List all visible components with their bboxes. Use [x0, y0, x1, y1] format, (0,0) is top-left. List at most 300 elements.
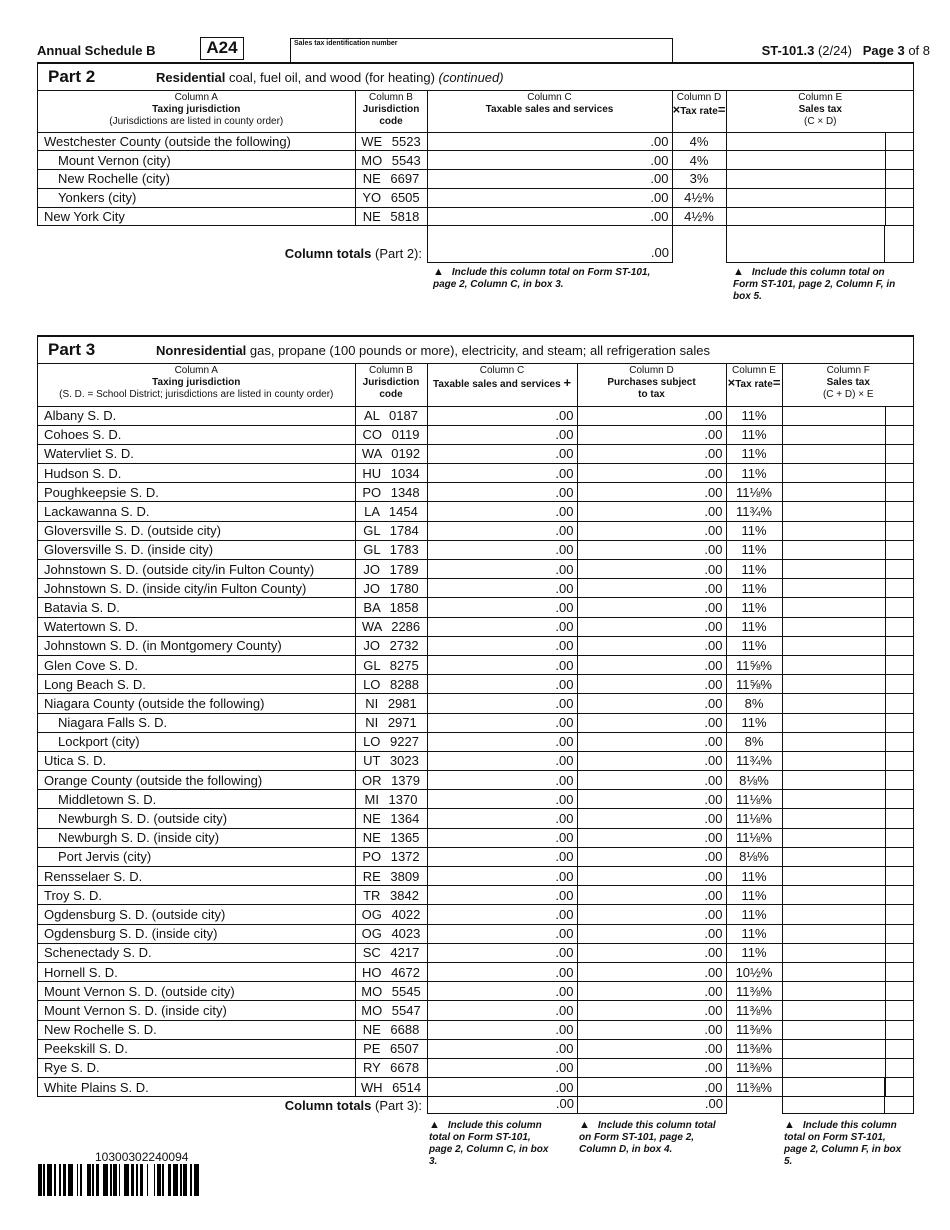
- jurisdiction-code: CO 0119: [355, 425, 427, 444]
- sales-tax-field[interactable]: [782, 406, 914, 425]
- sales-tax-field[interactable]: [782, 1001, 914, 1020]
- tax-rate: 11%: [726, 425, 782, 444]
- table-row: [38, 617, 914, 636]
- jurisdiction-code: NE 1365: [355, 828, 427, 847]
- sales-tax-field[interactable]: [782, 828, 914, 847]
- taxable-sales-field[interactable]: .00: [427, 444, 577, 463]
- taxable-sales-field[interactable]: .00: [427, 151, 672, 170]
- triangle-up-icon: ▲: [733, 266, 744, 278]
- taxable-sales-field[interactable]: .00: [427, 943, 577, 962]
- taxable-sales-field[interactable]: .00: [427, 771, 577, 790]
- jurisdiction-name: Lackawanna S. D.: [38, 502, 355, 521]
- taxable-sales-field[interactable]: .00: [427, 675, 577, 694]
- plus-icon: +: [563, 375, 572, 390]
- taxable-sales-field[interactable]: .00: [427, 1020, 577, 1039]
- p2-col-b-header: Column B Jurisdiction code: [355, 91, 427, 132]
- taxable-sales-field[interactable]: .00: [427, 828, 577, 847]
- tax-rate: 8⅛%: [726, 847, 782, 866]
- tax-rate: 11⅜%: [726, 1039, 782, 1058]
- jurisdiction-code: LO 9227: [355, 732, 427, 751]
- jurisdiction-code: RE 3809: [355, 867, 427, 886]
- table-row: [38, 943, 914, 962]
- jurisdiction-code: AL 0187: [355, 406, 427, 425]
- table-row: [38, 579, 914, 598]
- jurisdiction-name: Long Beach S. D.: [38, 675, 355, 694]
- jurisdiction-name: Lockport (city): [38, 732, 355, 751]
- table-row: [38, 694, 914, 713]
- jurisdiction-name: Glen Cove S. D.: [38, 655, 355, 674]
- purchases-field[interactable]: .00: [577, 579, 726, 598]
- purchases-field[interactable]: .00: [577, 444, 726, 463]
- jurisdiction-code: NE 6688: [355, 1020, 427, 1039]
- sales-tax-field[interactable]: [782, 1058, 914, 1077]
- taxable-sales-field[interactable]: .00: [427, 962, 577, 981]
- sales-tax-field[interactable]: [782, 771, 914, 790]
- purchases-field[interactable]: .00: [577, 713, 726, 732]
- times-icon: ×: [727, 375, 736, 390]
- taxable-sales-field[interactable]: .00: [427, 636, 577, 655]
- jurisdiction-code: SC 4217: [355, 943, 427, 962]
- jurisdiction-code: YO 6505: [355, 188, 427, 207]
- table-row: [38, 483, 914, 502]
- sales-tax-field[interactable]: [782, 905, 914, 924]
- jurisdiction-code: NE 1364: [355, 809, 427, 828]
- taxable-sales-field[interactable]: .00: [427, 540, 577, 559]
- purchases-field[interactable]: .00: [577, 828, 726, 847]
- purchases-field[interactable]: .00: [577, 1039, 726, 1058]
- table-row: [38, 713, 914, 732]
- taxable-sales-field[interactable]: .00: [427, 751, 577, 770]
- sales-tax-field[interactable]: [726, 151, 914, 170]
- sales-tax-field[interactable]: [782, 790, 914, 809]
- table-row: [38, 464, 914, 483]
- purchases-field[interactable]: .00: [577, 771, 726, 790]
- sales-tax-field[interactable]: [782, 675, 914, 694]
- part3-section: [37, 335, 914, 1097]
- part3-table: [38, 364, 914, 1097]
- p2-col-d-header: Column D ×Tax rate=: [672, 91, 726, 132]
- table-row: [38, 521, 914, 540]
- table-row: [38, 828, 914, 847]
- jurisdiction-name: Orange County (outside the following): [38, 771, 355, 790]
- purchases-field[interactable]: .00: [577, 924, 726, 943]
- jurisdiction-name: Watertown S. D.: [38, 617, 355, 636]
- jurisdiction-code: HU 1034: [355, 464, 427, 483]
- triangle-up-icon: ▲: [784, 1119, 795, 1131]
- sales-tax-field[interactable]: [726, 188, 914, 207]
- taxable-sales-field[interactable]: .00: [427, 886, 577, 905]
- sales-tax-field[interactable]: [782, 751, 914, 770]
- sales-tax-field[interactable]: [782, 847, 914, 866]
- tax-rate: 11%: [726, 867, 782, 886]
- jurisdiction-code: NI 2971: [355, 713, 427, 732]
- jurisdiction-code: NI 2981: [355, 694, 427, 713]
- jurisdiction-code: LO 8288: [355, 675, 427, 694]
- tax-rate: 11%: [726, 636, 782, 655]
- sales-tax-field[interactable]: [782, 502, 914, 521]
- purchases-field[interactable]: .00: [577, 1001, 726, 1020]
- jurisdiction-name: Peekskill S. D.: [38, 1039, 355, 1058]
- jurisdiction-name: Newburgh S. D. (inside city): [38, 828, 355, 847]
- table-row: [38, 924, 914, 943]
- purchases-field[interactable]: .00: [577, 636, 726, 655]
- sales-tax-field[interactable]: [782, 425, 914, 444]
- table-row: [38, 598, 914, 617]
- part3-totals-label: Column totals (Part 3):: [284, 1098, 422, 1113]
- table-row: [38, 406, 914, 425]
- jurisdiction-name: New Rochelle (city): [38, 170, 355, 189]
- tax-rate: 11¾%: [726, 502, 782, 521]
- taxable-sales-field[interactable]: .00: [427, 790, 577, 809]
- jurisdiction-name: New Rochelle S. D.: [38, 1020, 355, 1039]
- equals-icon: =: [717, 102, 726, 117]
- sales-tax-field[interactable]: [726, 170, 914, 189]
- tax-rate: 11%: [726, 464, 782, 483]
- sales-tax-field[interactable]: [782, 732, 914, 751]
- purchases-field[interactable]: .00: [577, 598, 726, 617]
- p3-col-f-header: Column F Sales tax (C + D) × E: [782, 364, 914, 406]
- part2-total-c-field[interactable]: .00: [427, 225, 673, 263]
- jurisdiction-code: NE 6697: [355, 170, 427, 189]
- table-row: [38, 540, 914, 559]
- part3-note-d: ▲ Include this column total on Form ST-101, page 2, Column D, in box 4.: [579, 1119, 716, 1155]
- table-row: [38, 867, 914, 886]
- table-row: [38, 188, 914, 207]
- tax-rate: 4½%: [672, 188, 726, 207]
- sales-tax-field[interactable]: [782, 540, 914, 559]
- jurisdiction-code: WE 5523: [355, 132, 427, 151]
- jurisdiction-name: Poughkeepsie S. D.: [38, 483, 355, 502]
- jurisdiction-name: Batavia S. D.: [38, 598, 355, 617]
- tax-rate: 11⅛%: [726, 483, 782, 502]
- tax-rate: 8⅛%: [726, 771, 782, 790]
- sales-tax-field[interactable]: [782, 867, 914, 886]
- taxable-sales-field[interactable]: .00: [427, 1039, 577, 1058]
- tax-rate: 11¾%: [726, 751, 782, 770]
- taxable-sales-field[interactable]: .00: [427, 406, 577, 425]
- purchases-field[interactable]: .00: [577, 617, 726, 636]
- purchases-field[interactable]: .00: [577, 943, 726, 962]
- sales-tax-field[interactable]: [782, 982, 914, 1001]
- jurisdiction-name: Ogdensburg S. D. (inside city): [38, 924, 355, 943]
- tax-rate: 11⅜%: [726, 1078, 782, 1097]
- form-page-info: [762, 43, 930, 58]
- jurisdiction-name: Johnstown S. D. (outside city/in Fulton County): [38, 560, 355, 579]
- tax-rate: 11⅝%: [726, 675, 782, 694]
- form-revision: (2/24): [817, 43, 852, 58]
- sales-tax-field[interactable]: [782, 464, 914, 483]
- tax-rate: 11%: [726, 579, 782, 598]
- jurisdiction-code: GL 1783: [355, 540, 427, 559]
- jurisdiction-name: Cohoes S. D.: [38, 425, 355, 444]
- part2-totals-label: Column totals (Part 2):: [284, 246, 422, 261]
- taxable-sales-field[interactable]: .00: [427, 847, 577, 866]
- triangle-up-icon: ▲: [429, 1119, 440, 1131]
- jurisdiction-name: Niagara Falls S. D.: [38, 713, 355, 732]
- taxable-sales-field[interactable]: .00: [427, 655, 577, 674]
- taxable-sales-field[interactable]: .00: [427, 483, 577, 502]
- triangle-up-icon: ▲: [433, 266, 444, 278]
- part3-note-f: ▲ Include this column total on Form ST-101, page 2, Column F, in box 5.: [784, 1119, 902, 1167]
- purchases-field[interactable]: .00: [577, 982, 726, 1001]
- tax-rate: 10½%: [726, 962, 782, 981]
- purchases-field[interactable]: .00: [577, 1058, 726, 1077]
- tax-rate: 11%: [726, 713, 782, 732]
- purchases-field[interactable]: .00: [577, 464, 726, 483]
- table-row: [38, 151, 914, 170]
- purchases-field[interactable]: .00: [577, 809, 726, 828]
- part2-title-bold: Residential: [156, 69, 226, 85]
- purchases-field[interactable]: .00: [577, 886, 726, 905]
- taxable-sales-field[interactable]: .00: [427, 617, 577, 636]
- purchases-field[interactable]: .00: [577, 1078, 726, 1097]
- tax-rate: 11%: [726, 943, 782, 962]
- sales-tax-field[interactable]: [782, 655, 914, 674]
- part3-total-f-field[interactable]: [782, 1077, 914, 1114]
- jurisdiction-name: New York City: [38, 207, 355, 226]
- tax-rate: 11%: [726, 560, 782, 579]
- purchases-field[interactable]: .00: [577, 655, 726, 674]
- taxable-sales-field[interactable]: .00: [427, 170, 672, 189]
- purchases-field[interactable]: .00: [577, 790, 726, 809]
- jurisdiction-name: Rensselaer S. D.: [38, 867, 355, 886]
- table-row: [38, 560, 914, 579]
- tax-rate: 11%: [726, 886, 782, 905]
- purchases-field[interactable]: .00: [577, 732, 726, 751]
- tax-rate: 4%: [672, 151, 726, 170]
- table-row: [38, 132, 914, 151]
- sales-tax-field[interactable]: [782, 924, 914, 943]
- tax-rate: 11⅛%: [726, 809, 782, 828]
- jurisdiction-name: Middletown S. D.: [38, 790, 355, 809]
- table-row: [38, 847, 914, 866]
- sales-tax-field[interactable]: [782, 886, 914, 905]
- table-row: [38, 1001, 914, 1020]
- jurisdiction-name: Mount Vernon S. D. (outside city): [38, 982, 355, 1001]
- taxable-sales-field[interactable]: .00: [427, 560, 577, 579]
- sales-tax-field[interactable]: [726, 207, 914, 226]
- taxable-sales-field[interactable]: .00: [427, 579, 577, 598]
- tax-rate: 11⅝%: [726, 655, 782, 674]
- taxable-sales-field[interactable]: .00: [427, 132, 672, 151]
- tax-rate: 11%: [726, 905, 782, 924]
- barcode-bar: [199, 1164, 203, 1196]
- p3-col-c-header: Column C Taxable sales and services +: [427, 364, 577, 406]
- sales-tax-field[interactable]: [782, 713, 914, 732]
- part3-number: Part 3: [48, 340, 96, 359]
- jurisdiction-code: MO 5543: [355, 151, 427, 170]
- taxable-sales-field[interactable]: .00: [427, 188, 672, 207]
- jurisdiction-name: Gloversville S. D. (inside city): [38, 540, 355, 559]
- part3-title-text: gas, propane (100 pounds or more), electricity, and steam; all refrigeration sales: [246, 342, 710, 358]
- jurisdiction-name: Johnstown S. D. (in Montgomery County): [38, 636, 355, 655]
- table-row: [38, 675, 914, 694]
- jurisdiction-code: MI 1370: [355, 790, 427, 809]
- purchases-field[interactable]: .00: [577, 867, 726, 886]
- jurisdiction-code: JO 1789: [355, 560, 427, 579]
- taxable-sales-field[interactable]: .00: [427, 694, 577, 713]
- sales-tax-field[interactable]: [782, 483, 914, 502]
- purchases-field[interactable]: .00: [577, 502, 726, 521]
- page-number: Page 3: [862, 43, 905, 58]
- jurisdiction-name: Hornell S. D.: [38, 962, 355, 981]
- jurisdiction-code: JO 1780: [355, 579, 427, 598]
- part3-total-c-field[interactable]: .00: [427, 1077, 578, 1114]
- jurisdiction-code: BA 1858: [355, 598, 427, 617]
- taxable-sales-field[interactable]: .00: [427, 502, 577, 521]
- taxable-sales-field[interactable]: .00: [427, 207, 672, 226]
- jurisdiction-code: LA 1454: [355, 502, 427, 521]
- taxable-sales-field[interactable]: .00: [427, 924, 577, 943]
- sales-tax-field[interactable]: [782, 943, 914, 962]
- sales-tax-field[interactable]: [782, 1020, 914, 1039]
- taxable-sales-field[interactable]: .00: [427, 521, 577, 540]
- sales-tax-field[interactable]: [782, 579, 914, 598]
- purchases-field[interactable]: .00: [577, 425, 726, 444]
- tax-rate: 11%: [726, 521, 782, 540]
- part2-title: [38, 64, 913, 91]
- part3-title-bold: Nonresidential: [156, 342, 247, 358]
- jurisdiction-code: OG 4022: [355, 905, 427, 924]
- jurisdiction-name: Watervliet S. D.: [38, 444, 355, 463]
- jurisdiction-code: RY 6678: [355, 1058, 427, 1077]
- sales-tax-field[interactable]: [782, 598, 914, 617]
- tax-rate: 11⅜%: [726, 982, 782, 1001]
- jurisdiction-code: HO 4672: [355, 962, 427, 981]
- jurisdiction-code: OG 4023: [355, 924, 427, 943]
- taxable-sales-field[interactable]: .00: [427, 982, 577, 1001]
- jurisdiction-name: Niagara County (outside the following): [38, 694, 355, 713]
- sales-tax-id-field[interactable]: [290, 38, 673, 62]
- sales-tax-field[interactable]: [782, 694, 914, 713]
- jurisdiction-name: Hudson S. D.: [38, 464, 355, 483]
- part2-title-text: coal, fuel oil, and wood (for heating): [225, 69, 439, 85]
- taxable-sales-field[interactable]: .00: [427, 1078, 577, 1097]
- purchases-field[interactable]: .00: [577, 483, 726, 502]
- jurisdiction-name: Newburgh S. D. (outside city): [38, 809, 355, 828]
- taxable-sales-field[interactable]: .00: [427, 867, 577, 886]
- jurisdiction-code: UT 3023: [355, 751, 427, 770]
- part2-section: [37, 62, 914, 226]
- jurisdiction-name: Rye S. D.: [38, 1058, 355, 1077]
- p3-col-b-header: Column B Jurisdiction code: [355, 364, 427, 406]
- taxable-sales-field[interactable]: .00: [427, 464, 577, 483]
- barcode: [38, 1164, 248, 1196]
- tax-rate: 8%: [726, 732, 782, 751]
- sales-tax-field[interactable]: [782, 444, 914, 463]
- table-row: [38, 636, 914, 655]
- jurisdiction-code: TR 3842: [355, 886, 427, 905]
- part2-total-e-field[interactable]: [726, 225, 914, 263]
- form-code-box: A24: [200, 37, 244, 60]
- table-row: [38, 1058, 914, 1077]
- taxable-sales-field[interactable]: .00: [427, 713, 577, 732]
- jurisdiction-code: GL 1784: [355, 521, 427, 540]
- tax-rate: 11%: [726, 444, 782, 463]
- jurisdiction-name: Yonkers (city): [38, 188, 355, 207]
- table-row: [38, 771, 914, 790]
- tax-rate: 11%: [726, 540, 782, 559]
- p3-col-e-header: Column E ×Tax rate=: [726, 364, 782, 406]
- purchases-field[interactable]: .00: [577, 694, 726, 713]
- form-number: ST-101.3: [761, 43, 815, 58]
- jurisdiction-code: PO 1348: [355, 483, 427, 502]
- part3-total-d-field[interactable]: .00: [577, 1077, 727, 1114]
- purchases-field[interactable]: .00: [577, 675, 726, 694]
- jurisdiction-name: Westchester County (outside the following): [38, 132, 355, 151]
- taxable-sales-field[interactable]: .00: [427, 732, 577, 751]
- p2-col-a-header: Column A Taxing jurisdiction (Jurisdictions are listed in county order): [38, 91, 355, 132]
- taxable-sales-field[interactable]: .00: [427, 598, 577, 617]
- equals-icon: =: [772, 375, 781, 390]
- p2-col-e-header: Column E Sales tax (C × D): [726, 91, 914, 132]
- part2-note-e: ▲ Include this column total on Form ST-101, page 2, Column F, in box 5.: [733, 266, 896, 302]
- purchases-field[interactable]: .00: [577, 962, 726, 981]
- taxable-sales-field[interactable]: .00: [427, 1058, 577, 1077]
- purchases-field[interactable]: .00: [577, 406, 726, 425]
- sales-tax-field[interactable]: [782, 560, 914, 579]
- sales-tax-field[interactable]: [782, 636, 914, 655]
- purchases-field[interactable]: .00: [577, 521, 726, 540]
- taxable-sales-field[interactable]: .00: [427, 809, 577, 828]
- taxable-sales-field[interactable]: .00: [427, 425, 577, 444]
- purchases-field[interactable]: .00: [577, 560, 726, 579]
- part2-continued: (continued): [438, 69, 504, 85]
- table-row: [38, 444, 914, 463]
- jurisdiction-code: JO 2732: [355, 636, 427, 655]
- jurisdiction-name: Mount Vernon S. D. (inside city): [38, 1001, 355, 1020]
- purchases-field[interactable]: .00: [577, 905, 726, 924]
- taxable-sales-field[interactable]: .00: [427, 905, 577, 924]
- tax-rate: 11%: [726, 924, 782, 943]
- barcode-number: 10300302240094: [95, 1150, 189, 1164]
- jurisdiction-name: White Plains S. D.: [38, 1078, 355, 1097]
- sales-tax-field[interactable]: [782, 617, 914, 636]
- jurisdiction-name: Port Jervis (city): [38, 847, 355, 866]
- sales-tax-field[interactable]: [782, 809, 914, 828]
- jurisdiction-code: PO 1372: [355, 847, 427, 866]
- tax-rate: 11⅜%: [726, 1058, 782, 1077]
- table-row: [38, 790, 914, 809]
- purchases-field[interactable]: .00: [577, 847, 726, 866]
- triangle-up-icon: ▲: [579, 1119, 590, 1131]
- sales-tax-field[interactable]: [782, 962, 914, 981]
- tax-rate: 4%: [672, 132, 726, 151]
- purchases-field[interactable]: .00: [577, 540, 726, 559]
- purchases-field[interactable]: .00: [577, 751, 726, 770]
- jurisdiction-code: MO 5545: [355, 982, 427, 1001]
- sales-tax-field[interactable]: [726, 132, 914, 151]
- table-row: [38, 502, 914, 521]
- tax-rate: 3%: [672, 170, 726, 189]
- tax-rate: 11⅜%: [726, 1001, 782, 1020]
- table-row: [38, 732, 914, 751]
- times-icon: ×: [672, 102, 681, 117]
- jurisdiction-code: WA 0192: [355, 444, 427, 463]
- jurisdiction-name: Mount Vernon (city): [38, 151, 355, 170]
- jurisdiction-name: Ogdensburg S. D. (outside city): [38, 905, 355, 924]
- sales-tax-field[interactable]: [782, 521, 914, 540]
- purchases-field[interactable]: .00: [577, 1020, 726, 1039]
- p3-col-a-header: Column A Taxing jurisdiction (S. D. = School District; jurisdictions are listed in county order): [38, 364, 355, 406]
- page-of: of 8: [908, 43, 930, 58]
- taxable-sales-field[interactable]: .00: [427, 1001, 577, 1020]
- jurisdiction-name: Utica S. D.: [38, 751, 355, 770]
- p3-col-d-header: Column D Purchases subject to tax: [577, 364, 726, 406]
- table-row: [38, 905, 914, 924]
- sales-tax-field[interactable]: [782, 1039, 914, 1058]
- jurisdiction-name: Albany S. D.: [38, 406, 355, 425]
